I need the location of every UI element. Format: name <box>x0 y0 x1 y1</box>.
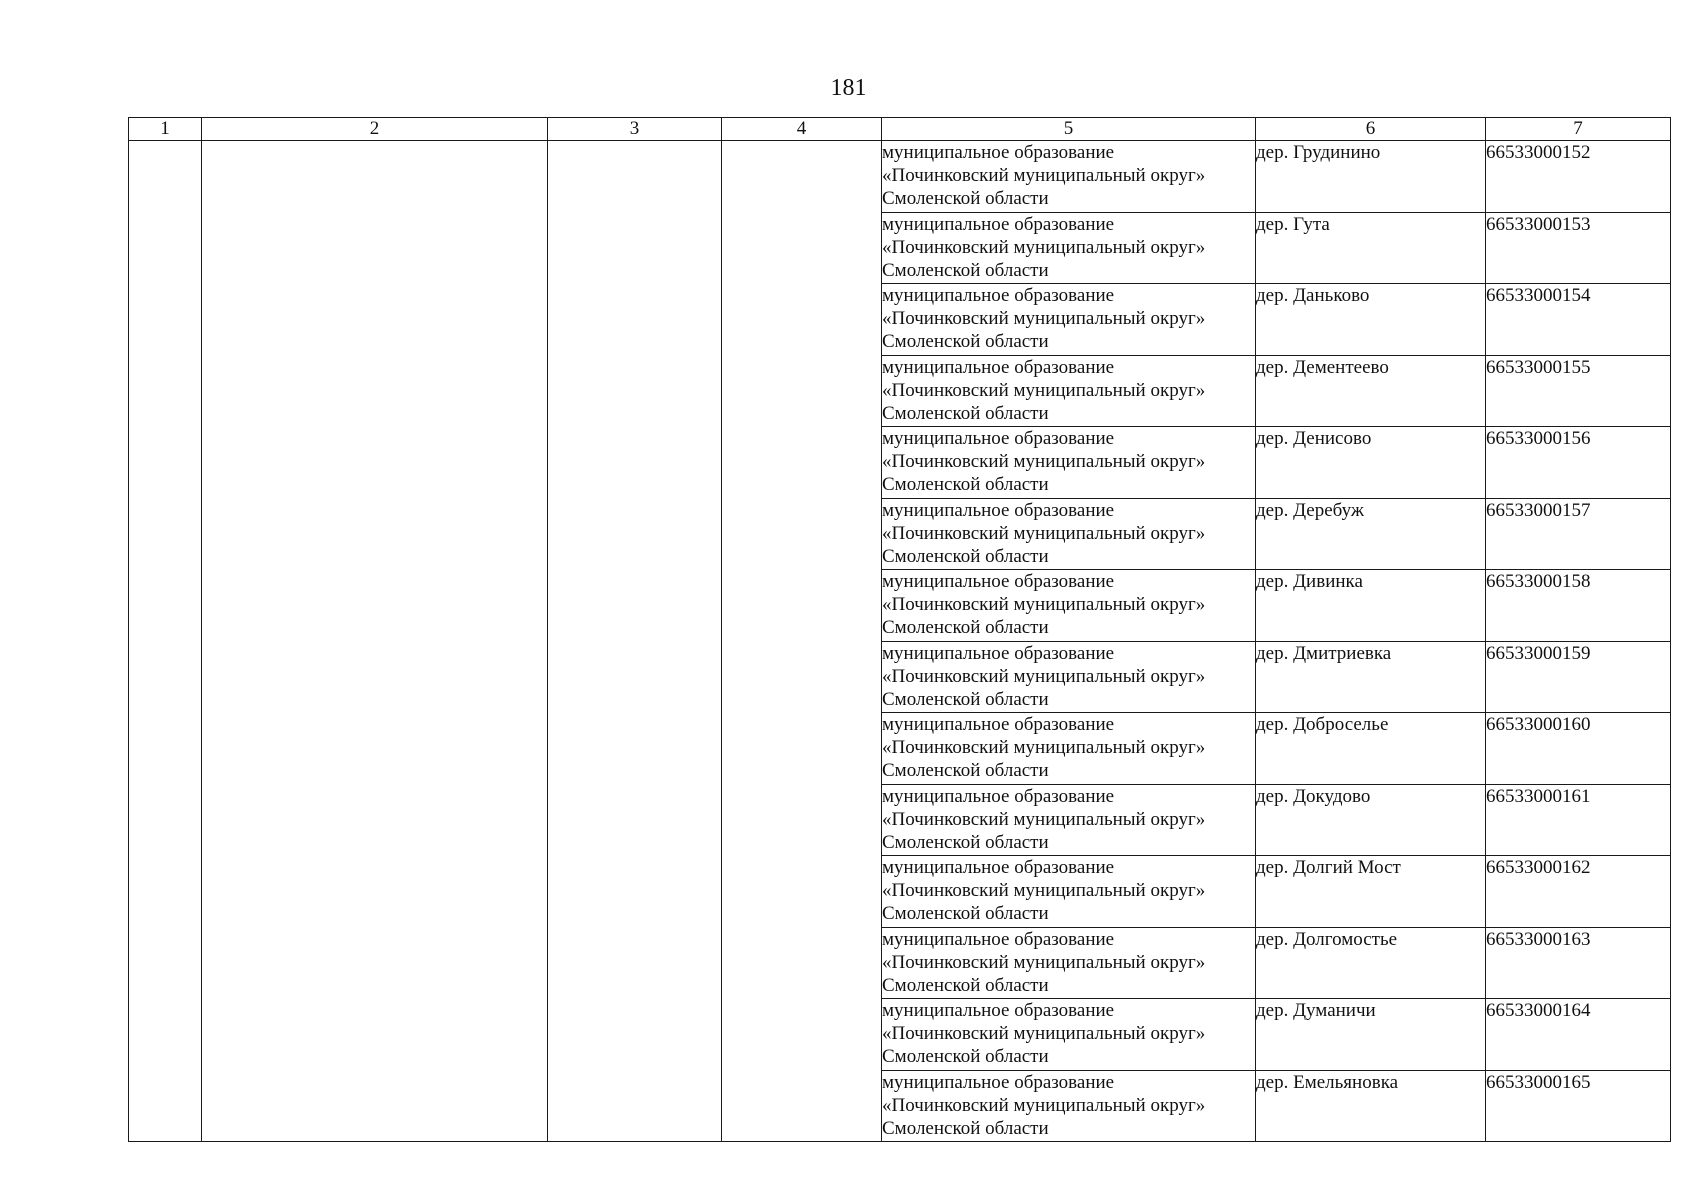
column-header-2: 2 <box>202 118 548 141</box>
municipality-cell: муниципальное образование «Починковский муниципальный округ» Смоленской области <box>882 927 1256 999</box>
column-number-row <box>129 118 1671 141</box>
settlement-cell: дер. Гута <box>1256 212 1486 284</box>
oktmo-code-cell: 66533000158 <box>1486 570 1671 642</box>
municipality-cell: муниципальное образование «Починковский муниципальный округ» Смоленской области <box>882 355 1256 427</box>
page-number: 181 <box>830 75 867 101</box>
settlement-cell: дер. Дементеево <box>1256 355 1486 427</box>
municipality-cell: муниципальное образование «Починковский муниципальный округ» Смоленской области <box>882 641 1256 713</box>
empty-cell-col2 <box>202 141 548 1142</box>
oktmo-code-cell: 66533000154 <box>1486 284 1671 356</box>
municipality-cell: муниципальное образование «Починковский муниципальный округ» Смоленской области <box>882 570 1256 642</box>
settlement-cell: дер. Деребуж <box>1256 498 1486 570</box>
municipality-cell: муниципальное образование «Починковский муниципальный округ» Смоленской области <box>882 427 1256 499</box>
oktmo-code-cell: 66533000159 <box>1486 641 1671 713</box>
settlement-cell: дер. Думаничи <box>1256 999 1486 1071</box>
oktmo-code-cell: 66533000164 <box>1486 999 1671 1071</box>
column-header-5: 5 <box>882 118 1256 141</box>
oktmo-code-cell: 66533000165 <box>1486 1070 1671 1142</box>
oktmo-code-cell: 66533000160 <box>1486 713 1671 785</box>
settlement-cell: дер. Грудинино <box>1256 141 1486 213</box>
column-header-7: 7 <box>1486 118 1671 141</box>
settlement-cell: дер. Долгий Мост <box>1256 856 1486 928</box>
table-row <box>129 141 1671 213</box>
municipality-cell: муниципальное образование «Починковский муниципальный округ» Смоленской области <box>882 784 1256 856</box>
municipality-cell: муниципальное образование «Починковский муниципальный округ» Смоленской области <box>882 999 1256 1071</box>
oktmo-code-cell: 66533000163 <box>1486 927 1671 999</box>
municipality-cell: муниципальное образование «Починковский муниципальный округ» Смоленской области <box>882 1070 1256 1142</box>
settlement-cell: дер. Дмитриевка <box>1256 641 1486 713</box>
settlement-cell: дер. Даньково <box>1256 284 1486 356</box>
oktmo-code-cell: 66533000157 <box>1486 498 1671 570</box>
municipality-cell: муниципальное образование «Починковский муниципальный округ» Смоленской области <box>882 141 1256 213</box>
oktmo-code-cell: 66533000152 <box>1486 141 1671 213</box>
municipality-cell: муниципальное образование «Починковский муниципальный округ» Смоленской области <box>882 856 1256 928</box>
column-header-1: 1 <box>129 118 202 141</box>
municipality-cell: муниципальное образование «Починковский муниципальный округ» Смоленской области <box>882 284 1256 356</box>
oktmo-code-cell: 66533000156 <box>1486 427 1671 499</box>
settlement-cell: дер. Денисово <box>1256 427 1486 499</box>
oktmo-code-cell: 66533000155 <box>1486 355 1671 427</box>
settlement-cell: дер. Дивинка <box>1256 570 1486 642</box>
municipality-cell: муниципальное образование «Починковский муниципальный округ» Смоленской области <box>882 498 1256 570</box>
settlements-table <box>128 117 1671 1142</box>
oktmo-code-cell: 66533000162 <box>1486 856 1671 928</box>
oktmo-code-cell: 66533000153 <box>1486 212 1671 284</box>
oktmo-code-cell: 66533000161 <box>1486 784 1671 856</box>
empty-cell-col4 <box>722 141 882 1142</box>
column-header-6: 6 <box>1256 118 1486 141</box>
empty-cell-col1 <box>129 141 202 1142</box>
empty-cell-col3 <box>548 141 722 1142</box>
settlement-cell: дер. Докудово <box>1256 784 1486 856</box>
settlement-cell: дер. Долгомостье <box>1256 927 1486 999</box>
settlement-cell: дер. Добросельe <box>1256 713 1486 785</box>
column-header-3: 3 <box>548 118 722 141</box>
municipality-cell: муниципальное образование «Починковский муниципальный округ» Смоленской области <box>882 713 1256 785</box>
column-header-4: 4 <box>722 118 882 141</box>
municipality-cell: муниципальное образование «Починковский муниципальный округ» Смоленской области <box>882 212 1256 284</box>
settlement-cell: дер. Емельяновка <box>1256 1070 1486 1142</box>
